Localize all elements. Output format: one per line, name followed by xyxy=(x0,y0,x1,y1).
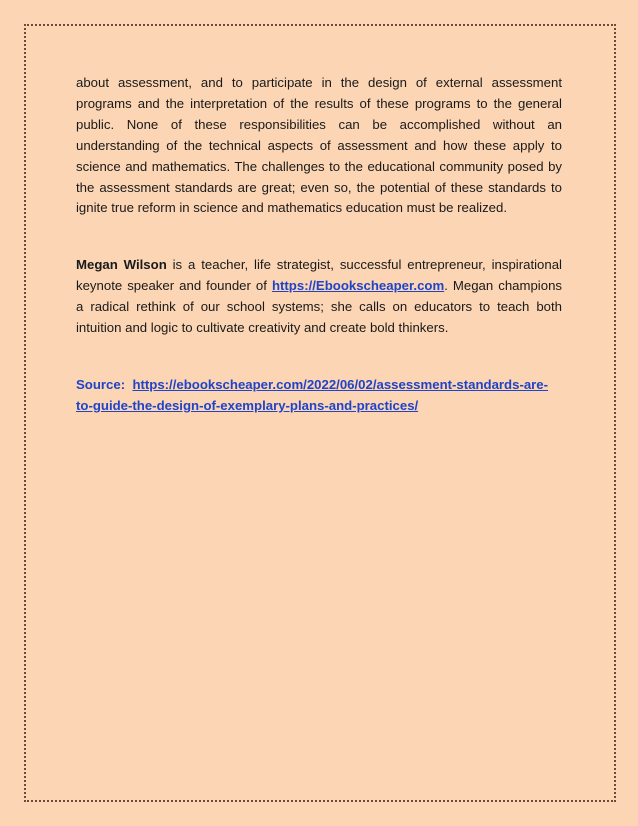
paragraph-spacer xyxy=(76,219,562,255)
paragraph-spacer xyxy=(76,339,562,375)
bio-text-after-link: . Megan champions a radical rethink of our school systems; she calls on educators to teach both intuition and logic to cultivate creativity and create bold thinkers. xyxy=(76,278,562,336)
bio-text-before-link: is a teacher, life strategist, successful entrepreneur, inspirational keynote speaker and founder of xyxy=(76,257,562,294)
source-label: Source: xyxy=(76,376,126,392)
author-name: Megan Wilson xyxy=(76,257,167,273)
document-body xyxy=(76,73,562,417)
source-link[interactable]: https://ebookscheaper.com/2022/06/02/assessment-standards-are-to-guide-the-design-of-exemplary-plans-and-practices/ xyxy=(76,376,549,413)
author-bio-paragraph xyxy=(76,255,562,339)
body-paragraph: about assessment, and to participate in the design of external assessment programs and the interpretation of the results of these programs to the general public. None of these responsibilities can be accomplished without an understanding of the technical aspects of assessment and how these apply to science and mathematics. The challenges to the educational community posed by the assessment standards are great; even so, the potential of these standards to ignite true reform in science and mathematics education must be realized. xyxy=(76,75,562,216)
source-paragraph xyxy=(76,375,562,417)
founder-website-link[interactable]: https://Ebookscheaper.com xyxy=(271,278,445,294)
